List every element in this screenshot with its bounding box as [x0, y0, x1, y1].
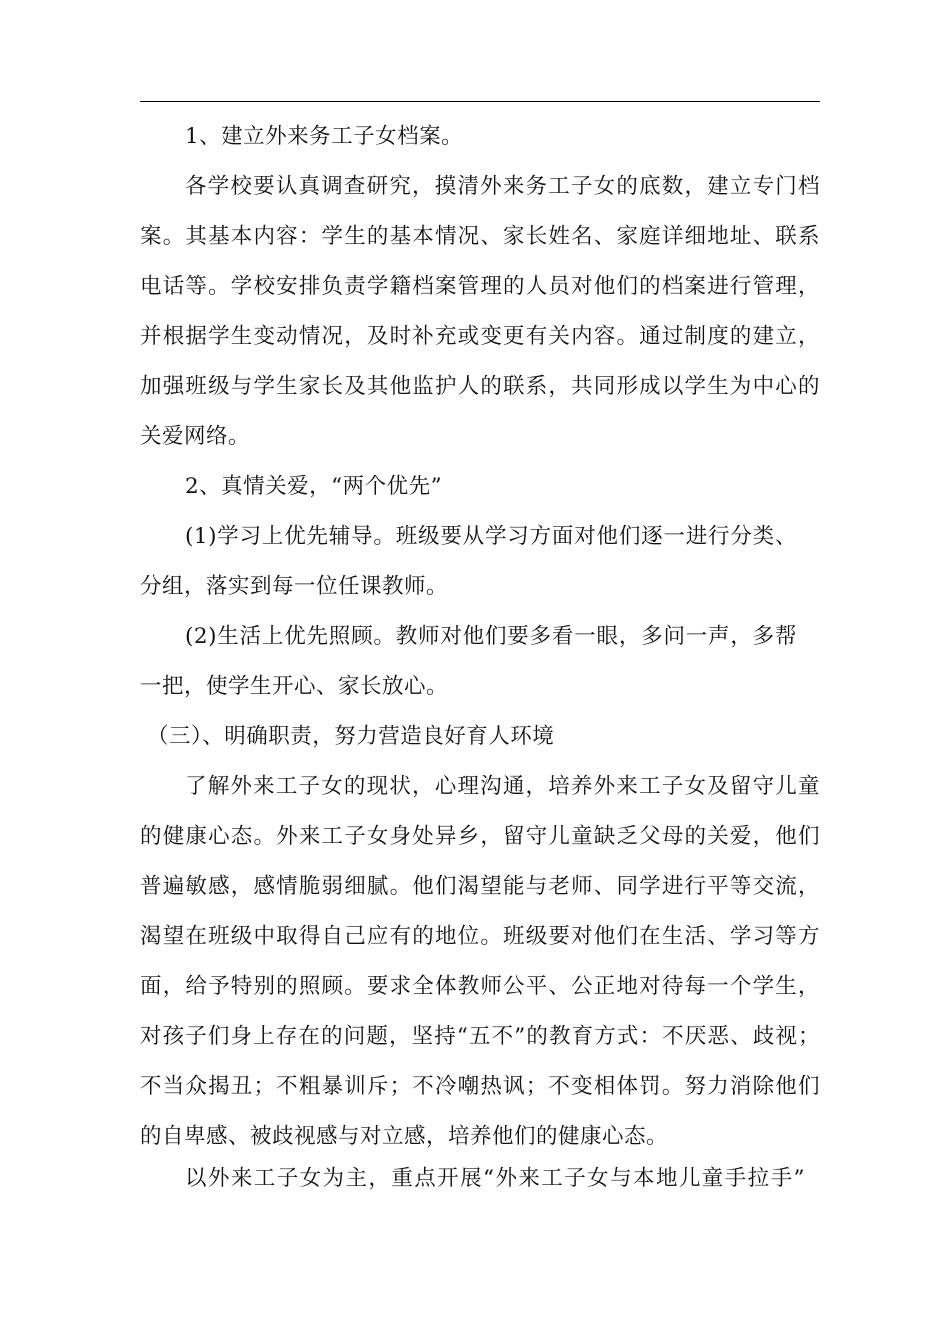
paragraph-line: 的健康心态。外来工子女身处异乡，留守儿童缺乏父母的关爱，他们 — [140, 824, 820, 849]
header-rule — [140, 101, 820, 102]
paragraph-line: 一把，使学生开心、家长放心。 — [140, 674, 449, 699]
heading-2: 2、真情关爱，“两个优先” — [185, 474, 443, 499]
paragraph-line: 分组，落实到每一位任课教师。 — [140, 574, 449, 599]
paragraph-line: 以外来工子女为主，重点开展“外来工子女与本地儿童手拉手” — [185, 1166, 805, 1191]
section-heading-3: （三）、明确职责，努力营造良好育人环境 — [147, 724, 555, 749]
paragraph-line: 电话等。学校安排负责学籍档案管理的人员对他们的档案进行管理， — [140, 274, 820, 299]
paragraph-line: 渴望在班级中取得自己应有的地位。班级要对他们在生活、学习等方 — [140, 924, 820, 949]
heading-1: 1、建立外来务工子女档案。 — [185, 124, 464, 149]
paragraph-line: (1)学习上优先辅导。班级要从学习方面对他们逐一进行分类、 — [185, 524, 797, 549]
paragraph-line: 了解外来工子女的现状，心理沟通，培养外来工子女及留守儿童 — [185, 774, 820, 799]
paragraph-line: 并根据学生变动情况，及时补充或变更有关内容。通过制度的建立， — [140, 324, 820, 349]
paragraph-line: (2)生活上优先照顾。教师对他们要多看一眼，多问一声，多帮 — [185, 624, 797, 649]
paragraph-line: 关爱网络。 — [140, 424, 251, 449]
paragraph-line: 普遍敏感，感情脆弱细腻。他们渴望能与老师、同学进行平等交流， — [140, 874, 820, 899]
paragraph-line: 不当众揭丑；不粗暴训斥；不冷嘲热讽；不变相体罚。努力消除他们 — [140, 1074, 820, 1099]
paragraph-line: 对孩子们身上存在的问题，坚持“五不”的教育方式：不厌恶、歧视； — [140, 1024, 820, 1049]
paragraph-line: 的自卑感、被歧视感与对立感，培养他们的健康心态。 — [140, 1124, 669, 1149]
paragraph-line: 加强班级与学生家长及其他监护人的联系，共同形成以学生为中心的 — [140, 374, 820, 399]
paragraph-line: 面，给予特别的照顾。要求全体教师公平、公正地对待每一个学生， — [140, 974, 820, 999]
paragraph-line: 案。其基本内容：学生的基本情况、家长姓名、家庭详细地址、联系 — [140, 224, 820, 249]
paragraph-line: 各学校要认真调查研究，摸清外来务工子女的底数，建立专门档 — [185, 174, 820, 199]
